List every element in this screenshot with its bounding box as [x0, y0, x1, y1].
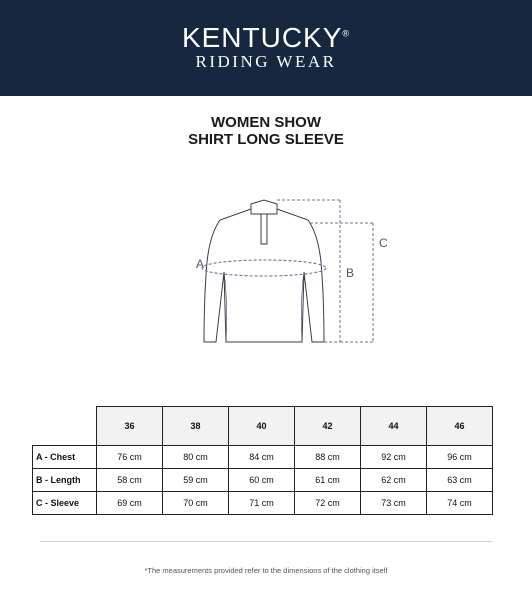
table-cell: 62 cm	[361, 469, 427, 492]
size-44: 44	[361, 407, 427, 446]
brand-logo	[0, 22, 532, 54]
product-title-line1: WOMEN SHOW	[211, 114, 321, 131]
table-cell: 58 cm	[97, 469, 163, 492]
table-cell: 59 cm	[163, 469, 229, 492]
table-cell: 74 cm	[427, 492, 493, 515]
label-b: B	[346, 266, 355, 280]
table-row-chest	[33, 446, 493, 469]
shirt-outline	[204, 209, 324, 342]
table-row-sleeve	[33, 492, 493, 515]
measurement-footnote: *The measurements provided refer to the dimensions of the clothing itself	[144, 566, 388, 575]
product-title-line2: SHIRT LONG SLEEVE	[188, 131, 344, 148]
shirt-collar	[251, 200, 277, 214]
table-cell: 92 cm	[361, 446, 427, 469]
size-chart-table	[32, 406, 493, 515]
shirt-placket	[261, 214, 267, 244]
brand-tagline: RIDING WEAR	[195, 52, 337, 71]
table-cell: 70 cm	[163, 492, 229, 515]
divider	[40, 541, 492, 542]
table-cell: 80 cm	[163, 446, 229, 469]
label-a: A	[196, 257, 205, 271]
shirt-seams	[224, 272, 304, 342]
size-42: 42	[295, 407, 361, 446]
table-row-length	[33, 469, 493, 492]
row-label: C - Sleeve	[33, 492, 97, 515]
table-cell: 76 cm	[97, 446, 163, 469]
table-cell: 72 cm	[295, 492, 361, 515]
row-label: B - Length	[33, 469, 97, 492]
brand-header	[0, 0, 532, 96]
table-cell: 73 cm	[361, 492, 427, 515]
table-cell: 60 cm	[229, 469, 295, 492]
size-38: 38	[163, 407, 229, 446]
size-header-row	[33, 407, 493, 446]
table-cell: 96 cm	[427, 446, 493, 469]
size-36: 36	[97, 407, 163, 446]
table-cell: 71 cm	[229, 492, 295, 515]
chest-measure-line	[202, 260, 326, 276]
size-46: 46	[427, 407, 493, 446]
label-c: C	[379, 236, 388, 250]
table-cell: 61 cm	[295, 469, 361, 492]
table-cell: 84 cm	[229, 446, 295, 469]
table-cell: 63 cm	[427, 469, 493, 492]
corner-cell	[33, 407, 97, 446]
row-label: A - Chest	[33, 446, 97, 469]
trademark-mark: ®	[342, 28, 351, 39]
table-cell: 88 cm	[295, 446, 361, 469]
shirt-measurement-diagram	[190, 192, 400, 352]
table-cell: 69 cm	[97, 492, 163, 515]
size-40: 40	[229, 407, 295, 446]
brand-name: KENTUCKY	[181, 22, 343, 53]
